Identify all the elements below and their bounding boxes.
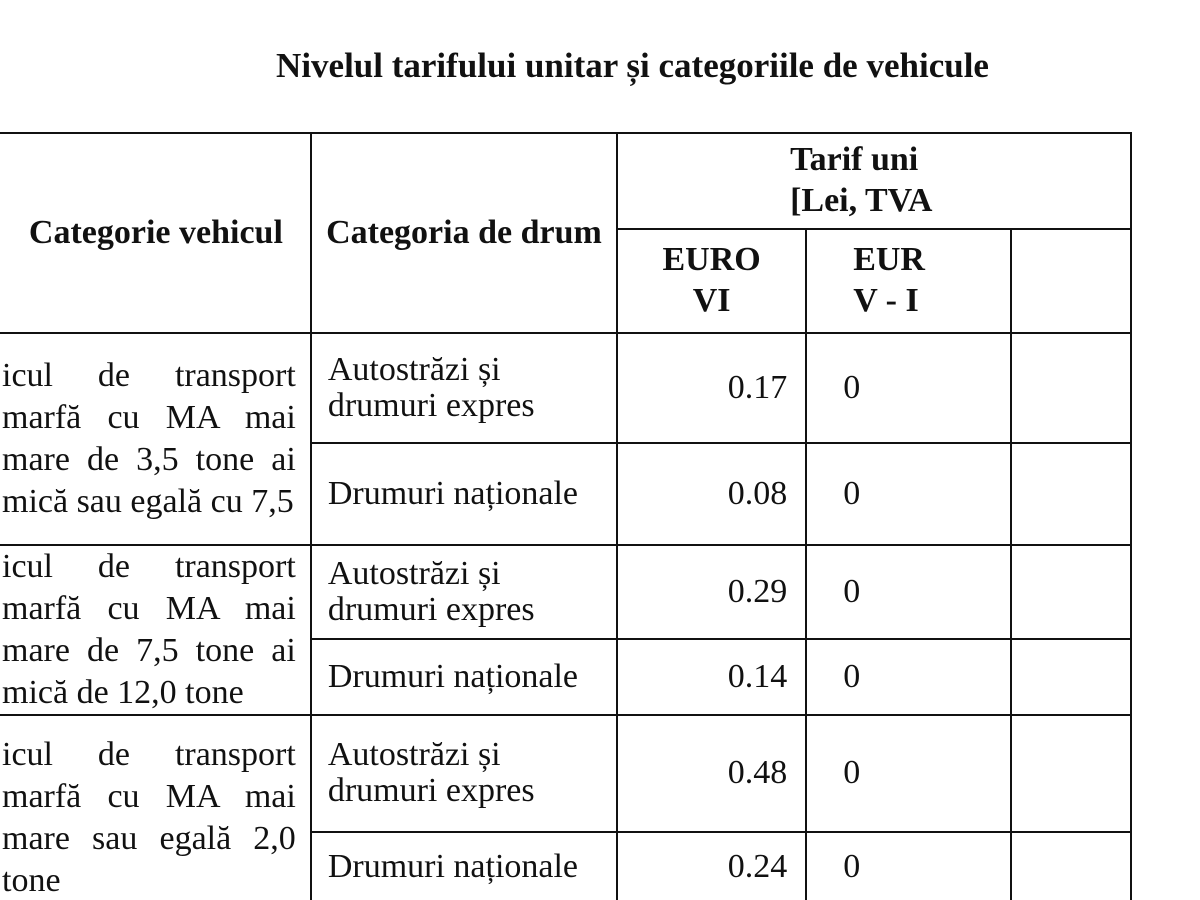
vehicle-category-cell: icul de transport marfă cu MA mai mare de 3,5 tone ai mică sau egală cu 7,5	[0, 333, 311, 545]
tariff-next-cell	[1011, 443, 1131, 545]
header-euro-next	[1011, 229, 1131, 333]
tariff-euro5-cell: 0	[806, 443, 1011, 545]
header-tariff-line2: [Lei, TVA	[790, 182, 933, 219]
tariff-next-cell	[1011, 639, 1131, 716]
road-category-cell: Drumuri naționale	[311, 832, 617, 900]
header-tariff	[617, 133, 1131, 229]
tariff-euro6-cell: 0.17	[617, 333, 806, 443]
road-category-cell: Autostrăzi și drumuri expres	[311, 545, 617, 639]
tariff-euro5-cell: 0	[806, 832, 1011, 900]
header-tariff-line1: Tarif uni	[790, 141, 919, 179]
road-category-cell: Drumuri naționale	[311, 443, 617, 545]
tariff-euro6-cell: 0.29	[617, 545, 806, 639]
tariff-table	[0, 132, 1132, 900]
tariff-next-cell	[1011, 832, 1131, 900]
road-category-cell: Autostrăzi și drumuri expres	[311, 715, 617, 832]
header-road-category: Categoria de drum	[311, 133, 617, 333]
table-row	[0, 333, 1131, 443]
tariff-euro5-cell: 0	[806, 333, 1011, 443]
tariff-euro5-cell: 0	[806, 639, 1011, 716]
tariff-next-cell	[1011, 545, 1131, 639]
tariff-next-cell	[1011, 715, 1131, 832]
table-row	[0, 545, 1131, 639]
header-euro6: EURO VI	[617, 229, 806, 333]
tariff-euro6-cell: 0.08	[617, 443, 806, 545]
tariff-euro5-cell: 0	[806, 545, 1011, 639]
tariff-euro5-cell: 0	[806, 715, 1011, 832]
tariff-euro6-cell: 0.48	[617, 715, 806, 832]
road-category-cell: Drumuri naționale	[311, 639, 617, 716]
vehicle-category-cell: icul de transport marfă cu MA mai mare de 7,5 tone ai mică de 12,0 tone	[0, 545, 311, 715]
header-vehicle-category: Categorie vehicul	[0, 133, 311, 333]
vehicle-category-cell: icul de transport marfă cu MA mai mare sau egală 2,0 tone	[0, 715, 311, 900]
header-euro5: EUR V - I	[806, 229, 1011, 333]
table-row	[0, 715, 1131, 832]
document-title: Nivelul tarifului unitar și categoriile de vehicule	[276, 46, 989, 85]
tariff-euro6-cell: 0.24	[617, 832, 806, 900]
tariff-euro6-cell: 0.14	[617, 639, 806, 716]
tariff-next-cell	[1011, 333, 1131, 443]
road-category-cell: Autostrăzi și drumuri expres	[311, 333, 617, 443]
